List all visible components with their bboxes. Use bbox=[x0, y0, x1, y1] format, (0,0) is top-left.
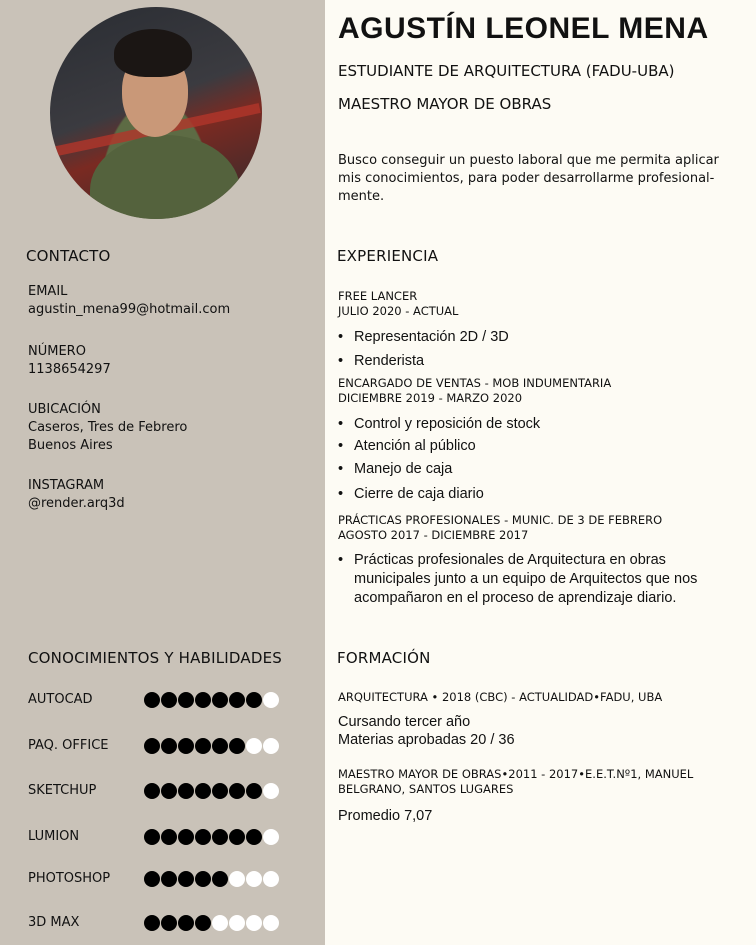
job-dates: AGOSTO 2017 - DICIEMBRE 2017 bbox=[338, 528, 529, 542]
skills-title: CONOCIMIENTOS Y HABILIDADES bbox=[28, 649, 282, 667]
education-line: Promedio 7,07 bbox=[338, 808, 433, 824]
skill-dot-filled bbox=[229, 738, 245, 754]
skill-dot-filled bbox=[144, 783, 160, 799]
skill-level-dots bbox=[144, 829, 279, 845]
skill-dot-filled bbox=[178, 783, 194, 799]
skill-row bbox=[28, 870, 288, 888]
skill-dot-empty bbox=[263, 829, 279, 845]
skill-dot-filled bbox=[195, 738, 211, 754]
skill-dot-filled bbox=[161, 871, 177, 887]
skill-name: PAQ. OFFICE bbox=[28, 738, 109, 753]
skill-dot-filled bbox=[178, 871, 194, 887]
skill-dot-filled bbox=[195, 692, 211, 708]
skill-dot-empty bbox=[229, 915, 245, 931]
person-name: AGUSTÍN LEONEL MENA bbox=[338, 12, 709, 45]
email-value[interactable]: agustin_mena99@hotmail.com bbox=[28, 302, 231, 317]
skill-level-dots bbox=[144, 871, 279, 887]
skill-dot-filled bbox=[246, 692, 262, 708]
skill-dot-filled bbox=[178, 738, 194, 754]
phone-value[interactable]: 1138654297 bbox=[28, 362, 111, 377]
subtitle-student: ESTUDIANTE DE ARQUITECTURA (FADU-UBA) bbox=[338, 62, 675, 80]
skill-dot-filled bbox=[212, 738, 228, 754]
skill-dot-filled bbox=[161, 738, 177, 754]
skill-dot-empty bbox=[263, 738, 279, 754]
skill-dot-empty bbox=[246, 871, 262, 887]
skill-dot-empty bbox=[212, 915, 228, 931]
skill-dot-filled bbox=[229, 783, 245, 799]
skill-row bbox=[28, 914, 288, 932]
skill-dot-filled bbox=[212, 871, 228, 887]
location-line2: Buenos Aires bbox=[28, 438, 113, 453]
skill-dot-empty bbox=[263, 871, 279, 887]
email-label: EMAIL bbox=[28, 284, 68, 299]
skill-dot-filled bbox=[144, 692, 160, 708]
job-bullet: • Cierre de caja diario bbox=[338, 485, 718, 504]
skill-level-dots bbox=[144, 692, 279, 708]
instagram-label: INSTAGRAM bbox=[28, 478, 105, 493]
job-title: FREE LANCER bbox=[338, 289, 418, 303]
skill-row bbox=[28, 737, 288, 755]
skill-dot-filled bbox=[212, 692, 228, 708]
job-bullet: • Renderista bbox=[338, 352, 718, 371]
skill-dot-filled bbox=[161, 783, 177, 799]
skill-name: PHOTOSHOP bbox=[28, 871, 111, 886]
skill-level-dots bbox=[144, 783, 279, 799]
skill-level-dots bbox=[144, 915, 279, 931]
job-dates: DICIEMBRE 2019 - MARZO 2020 bbox=[338, 391, 523, 405]
skill-dot-empty bbox=[246, 738, 262, 754]
location-line1: Caseros, Tres de Febrero bbox=[28, 420, 188, 435]
skill-name: SKETCHUP bbox=[28, 783, 97, 798]
skill-dot-filled bbox=[144, 738, 160, 754]
skill-dot-filled bbox=[195, 915, 211, 931]
skill-name: 3D MAX bbox=[28, 915, 80, 930]
skill-dot-filled bbox=[212, 829, 228, 845]
contact-title: CONTACTO bbox=[26, 247, 111, 265]
profile-photo bbox=[50, 7, 262, 219]
education-title: FORMACIÓN bbox=[337, 649, 431, 667]
experience-title: EXPERIENCIA bbox=[337, 247, 439, 265]
education-line: Cursando tercer año bbox=[338, 714, 471, 730]
education-line: Materias aprobadas 20 / 36 bbox=[338, 732, 515, 748]
job-bullet: • Control y reposición de stock bbox=[338, 415, 718, 434]
skill-dot-filled bbox=[195, 783, 211, 799]
skill-dot-empty bbox=[229, 871, 245, 887]
summary-text: Busco conseguir un puesto laboral que me permita aplicar mis conocimientos, para poder desarrollarme profesional-mente. bbox=[338, 153, 719, 204]
job-bullet: • Representación 2D / 3D bbox=[338, 328, 718, 347]
skill-dot-filled bbox=[178, 829, 194, 845]
education-head: ARQUITECTURA • 2018 (CBC) - ACTUALIDAD•FADU, UBA bbox=[338, 690, 663, 704]
skill-name: LUMION bbox=[28, 829, 80, 844]
skill-dot-filled bbox=[178, 915, 194, 931]
skill-dot-filled bbox=[229, 829, 245, 845]
education-head: MAESTRO MAYOR DE OBRAS•2011 - 2017•E.E.T.Nº1, MANUEL BELGRANO, SANTOS LUGARES bbox=[338, 767, 694, 796]
sidebar bbox=[0, 0, 325, 945]
skill-dot-filled bbox=[246, 829, 262, 845]
phone-label: NÚMERO bbox=[28, 344, 86, 359]
skill-dot-filled bbox=[161, 915, 177, 931]
job-title: PRÁCTICAS PROFESIONALES - MUNIC. DE 3 DE FEBRERO bbox=[338, 513, 663, 527]
skill-dot-filled bbox=[212, 783, 228, 799]
skill-dot-empty bbox=[263, 915, 279, 931]
skill-row bbox=[28, 828, 288, 846]
skill-dot-filled bbox=[178, 692, 194, 708]
job-bullet: • Manejo de caja bbox=[338, 460, 718, 479]
skill-dot-filled bbox=[161, 692, 177, 708]
job-bullet: • Prácticas profesionales de Arquitectura en obras municipales junto a un equipo de Arquitectos que nos acompañaron en el proceso de aprendizaje diario. bbox=[338, 551, 698, 608]
skill-dot-filled bbox=[229, 692, 245, 708]
skill-dot-filled bbox=[195, 829, 211, 845]
subtitle-mmo: MAESTRO MAYOR DE OBRAS bbox=[338, 95, 552, 113]
skill-dot-empty bbox=[246, 915, 262, 931]
skill-dot-filled bbox=[144, 915, 160, 931]
skill-dot-empty bbox=[263, 783, 279, 799]
location-label: UBICACIÓN bbox=[28, 402, 101, 417]
skill-level-dots bbox=[144, 738, 279, 754]
instagram-value[interactable]: @render.arq3d bbox=[28, 496, 125, 511]
job-dates: JULIO 2020 - ACTUAL bbox=[338, 304, 459, 318]
skill-dot-filled bbox=[144, 871, 160, 887]
skill-dot-filled bbox=[195, 871, 211, 887]
skill-dot-empty bbox=[263, 692, 279, 708]
skill-dot-filled bbox=[144, 829, 160, 845]
job-bullet: • Atención al público bbox=[338, 437, 718, 456]
skill-name: AUTOCAD bbox=[28, 692, 93, 707]
skill-row bbox=[28, 691, 288, 709]
skill-dot-filled bbox=[161, 829, 177, 845]
job-title: ENCARGADO DE VENTAS - MOB INDUMENTARIA bbox=[338, 376, 612, 390]
skill-dot-filled bbox=[246, 783, 262, 799]
skill-row bbox=[28, 782, 288, 800]
